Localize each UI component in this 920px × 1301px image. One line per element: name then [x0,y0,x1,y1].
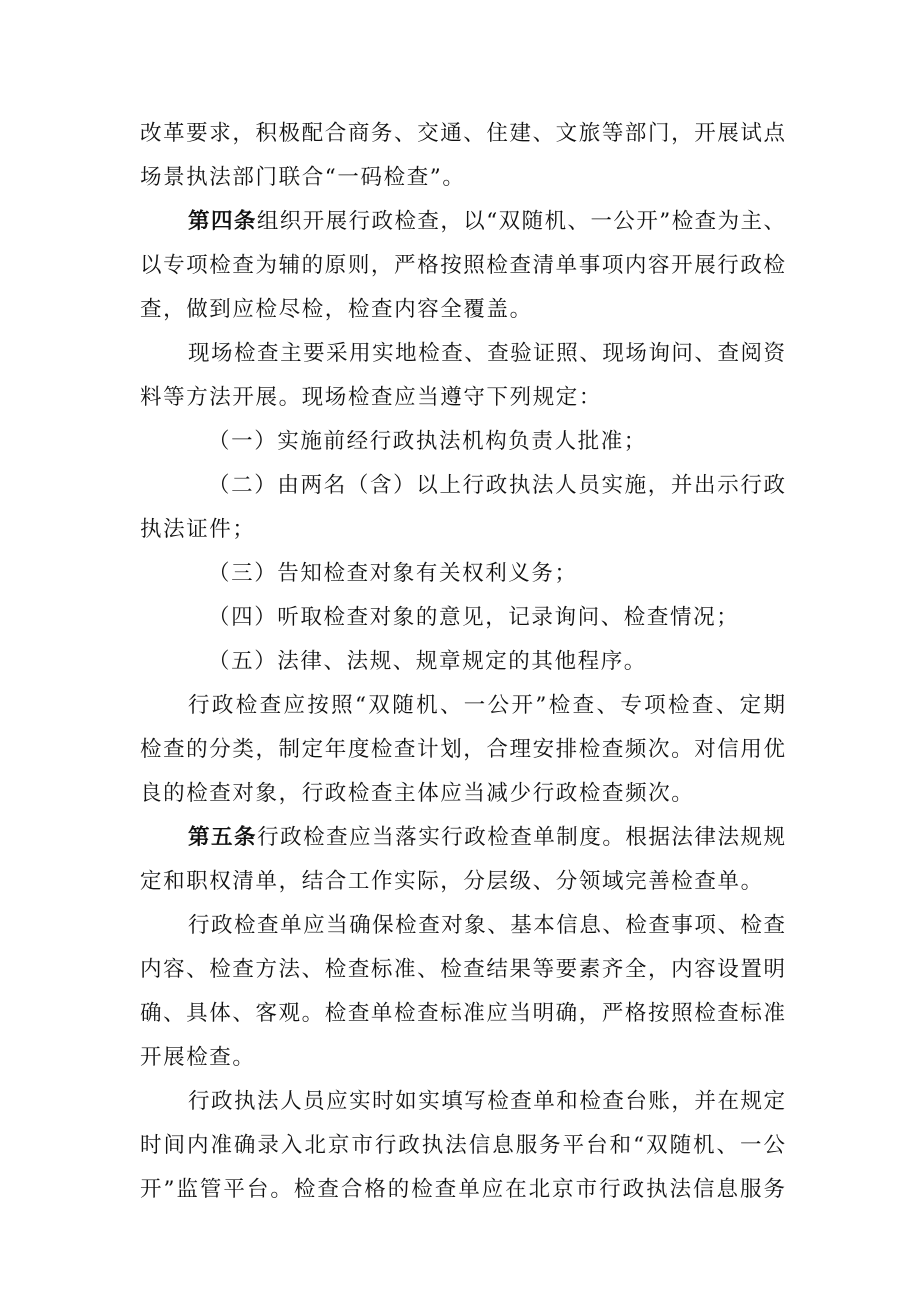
para-onsite-line-2: 料等方法开展。现场检查应当遵守下列规定： [140,385,603,410]
para-checklist-line-4: 开展检查。 [140,1045,256,1070]
para-checklist-line-1: 行政检查单应当确保检查对象、基本信息、检查事项、检查 [188,913,785,938]
para-record-line-2: 时间内准确录入北京市行政执法信息服务平台和“双随机、一公 [140,1133,785,1158]
article-4-text: 组织开展行政检查，以“双随机、一公开”检查为主、 [256,209,785,234]
para-onsite-line-1: 现场检查主要采用实地检查、查验证照、现场询问、查阅资 [188,341,785,366]
para-record-line-1: 行政执法人员应实时如实填写检查单和检查台账，并在规定 [188,1089,785,1114]
article-4-line-1 [188,211,785,233]
para-reform-line-1: 改革要求，积极配合商务、交通、住建、文旅等部门，开展试点 [140,121,785,146]
article-4-line-2: 以专项检查为辅的原则，严格按照检查清单事项内容开展行政检 [140,253,785,278]
para-plan-line-1: 行政检查应按照“双随机、一公开”检查、专项检查、定期 [188,693,785,718]
para-checklist-line-2: 内容、检查方法、检查标准、检查结果等要素齐全，内容设置明 [140,957,785,982]
list-item-1: （一）实施前经行政执法机构负责人批准； [208,429,647,454]
list-item-5: （五）法律、法规、规章规定的其他程序。 [208,649,647,674]
para-plan-line-3: 良的检查对象，行政检查主体应当减少行政检查频次。 [140,781,695,806]
list-item-3: （三）告知检查对象有关权利义务； [208,561,578,586]
list-item-2-line-1: （二）由两名（含）以上行政执法人员实施，并出示行政 [208,473,785,498]
para-plan-line-2: 检查的分类，制定年度检查计划，合理安排检查频次。对信用优 [140,737,785,762]
para-record-line-3: 开”监管平台。检查合格的检查单应在北京市行政执法信息服务 [140,1177,785,1202]
article-5-line-2: 定和职权清单，结合工作实际，分层级、分领域完善检查单。 [140,869,764,894]
para-checklist-line-3: 确、具体、客观。检查单检查标准应当明确，严格按照检查标准 [140,1001,785,1026]
para-reform-line-2: 场景执法部门联合“一码检查”。 [140,165,466,190]
article-5-line-1 [188,827,785,849]
article-5-text: 行政检查应当落实行政检查单制度。根据法律法规规 [257,825,785,850]
list-item-2-line-2: 执法证件； [140,517,256,542]
article-4-heading: 第四条 [188,209,257,234]
article-4-line-3: 查，做到应检尽检，检查内容全覆盖。 [140,297,533,322]
article-5-heading: 第五条 [188,825,258,850]
list-item-4: （四）听取检查对象的意见，记录询问、检查情况； [208,605,740,630]
